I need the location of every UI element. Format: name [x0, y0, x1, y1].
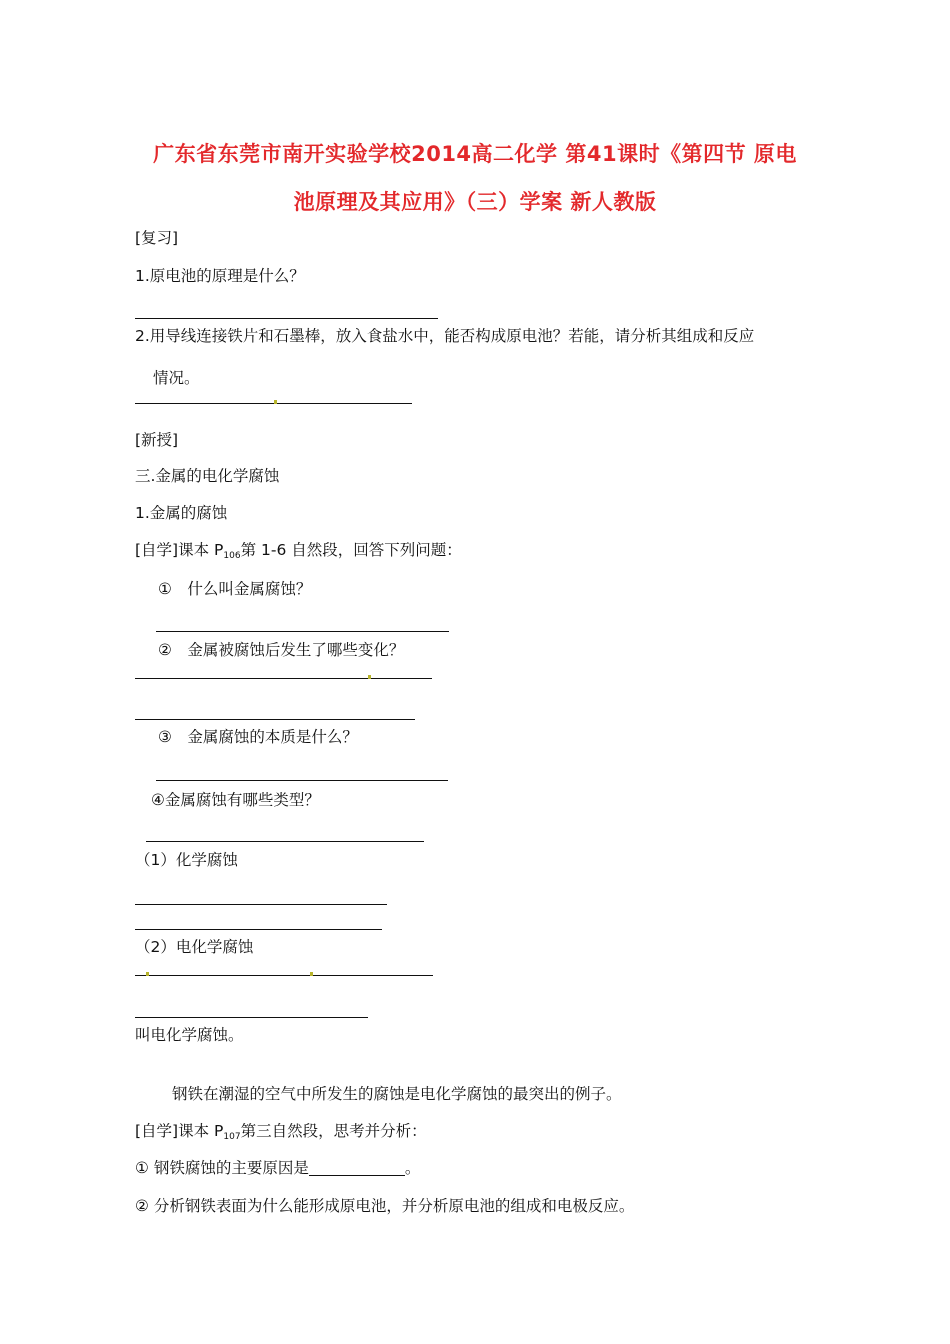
electrochemical-corrosion-label: （2）电化学腐蚀 [135, 938, 254, 956]
answer-line-electrochem-a [135, 975, 433, 976]
review-question-2-cont: 情况。 [153, 369, 200, 387]
answer-line-item-1 [156, 631, 449, 632]
answer-line-chem-b [135, 929, 382, 930]
answer-line-item-2a [135, 678, 432, 679]
self-study-instruction-2: [自学]课本 $P_{107}$第三自然段，思考并分析： [135, 1122, 427, 1142]
steel-question-1: ① 钢铁腐蚀的主要原因是 。 [135, 1159, 421, 1177]
review-question-1: 1.原电池的原理是什么？ [135, 267, 305, 285]
review-heading: [复习] [135, 229, 179, 247]
new-lesson-heading: [新授] [135, 431, 179, 449]
answer-line-item-3 [156, 780, 448, 781]
steel-corrosion-example: 钢铁在潮湿的空气中所发生的腐蚀是电化学腐蚀的最突出的例子。 [172, 1085, 622, 1103]
mark-dot [368, 675, 371, 679]
mark-dot [146, 972, 149, 976]
answer-line-chem-a [135, 904, 387, 905]
document-title-line-1: 广东省东莞市南开实验学校2014高二化学 第41课时《第四节 原电 [153, 142, 797, 166]
mark-dot [274, 400, 277, 404]
answer-line-item-2b [135, 719, 415, 720]
answer-blank-steel-cause [309, 1160, 405, 1176]
self-study-instruction-1: [自学]课本 $P_{106}$第 1-6 自然段，回答下列问题： [135, 541, 462, 561]
question-item-4: ④金属腐蚀有哪些类型？ [151, 791, 320, 809]
question-item-3: ③ 金属腐蚀的本质是什么？ [158, 728, 358, 746]
section-heading-3: 三.金属的电化学腐蚀 [135, 467, 280, 485]
steel-question-2: ② 分析钢铁表面为什么能形成原电池，并分析原电池的组成和电极反应。 [135, 1197, 635, 1215]
question-item-2: ② 金属被腐蚀后发生了哪些变化？ [158, 641, 405, 659]
mark-dot [310, 972, 313, 976]
electrochemical-corrosion-suffix: 叫电化学腐蚀。 [135, 1026, 244, 1044]
answer-line-item-4 [146, 841, 424, 842]
chemical-corrosion-label: （1）化学腐蚀 [135, 851, 238, 869]
document-title-line-2: 池原理及其应用》（三）学案 新人教版 [293, 190, 657, 214]
answer-line-q1 [135, 318, 438, 319]
subsection-heading-1: 1.金属的腐蚀 [135, 504, 228, 522]
question-item-1: ① 什么叫金属腐蚀？ [158, 580, 312, 598]
review-question-2: 2.用导线连接铁片和石墨棒，放入食盐水中，能否构成原电池？若能，请分析其组成和反应 [135, 327, 755, 345]
answer-line-electrochem-b [135, 1017, 368, 1018]
